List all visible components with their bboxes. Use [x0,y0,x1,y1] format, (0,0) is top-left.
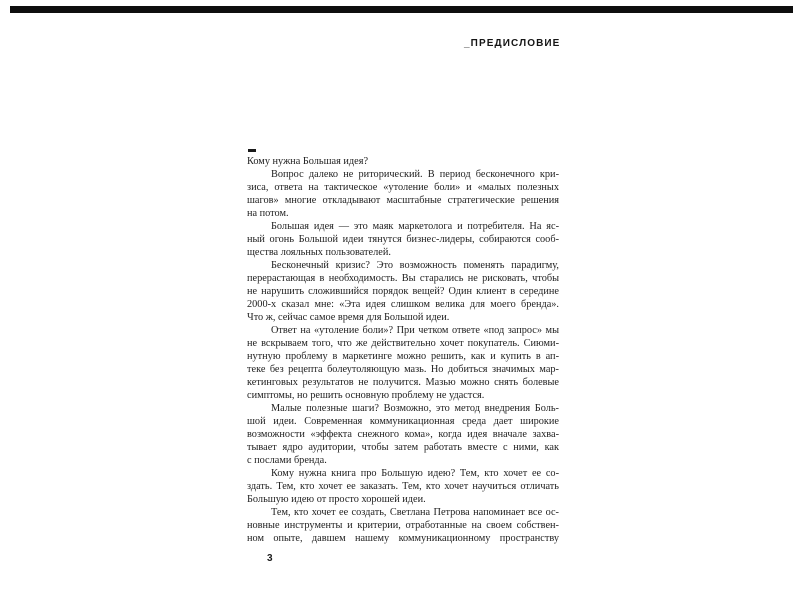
body-text-line: не вскрываем того, что же действительно хочет покупатель. Сиюми- [247,338,559,349]
text-block [247,155,559,545]
body-text-line: Что ж, сейчас самое время для Большой идеи. [247,312,450,323]
body-text-line: Большую идею от просто хорошей идеи. [247,494,426,505]
body-text-line: ный огонь Большой идеи тянутся бизнес-лидеры, собираются сооб- [247,234,559,245]
chapter-header: _ПРЕДИСЛОВИЕ [464,38,561,49]
body-text-line: кетинговых результатов не получится. Мазью можно снять болевые [247,377,559,388]
body-text-line: с послами бренда. [247,455,327,466]
body-text-line: Большая идея — это маяк маркетолога и потребителя. На яс- [271,221,559,232]
body-text-line: зиса, ответа на тактическое «утоление боли» и «малых полезных [247,182,559,193]
body-text-line: новные инструменты и критерии, отработанные на своем собствен- [247,520,559,531]
body-text-line: Кому нужна Большая идея? [247,156,369,167]
body-text-line: теке без рецепта болеутоляющую мазь. Но добиться значимых мар- [247,364,559,375]
body-text-line: Ответ на «утоление боли»? При четком ответе «под запрос» мы [271,325,559,336]
body-text-line: Тем, кто хочет ее создать, Светлана Петрова напоминает все ос- [271,507,559,518]
top-rule-bar [10,6,793,13]
body-text-line: шагов» многие откладывают масштабные стратегические решения [247,195,559,206]
page-number: 3 [267,553,273,564]
body-text-line: возможности «эффекта снежного кома», когда идея вначале захва- [247,429,559,440]
body-text-line: Бесконечный кризис? Это возможность поменять парадигму, [271,260,559,271]
body-text-line: Вопрос далеко не риторический. В период бесконечного кри- [271,169,559,180]
body-text-line: щества лояльных пользователей. [247,247,391,258]
body-text-line: на потом. [247,208,289,219]
body-text-line: тывает ядро аудитории, чтобы затем работать вместе с ними, как [247,442,559,453]
body-text-line: симптомы, но решить основную проблему не удастся. [247,390,485,401]
body-text-line: здать. Тем, кто хочет ее заказать. Тем, кто хочет научиться отличать [247,481,559,492]
section-dash-mark [248,149,256,152]
body-text-line: Кому нужна книга про Большую идею? Тем, кто хочет ее со- [271,468,559,479]
body-text-line: шой идеи. Современная коммуникационная среда дает широкие [247,416,559,427]
body-text-line: перерастающая в необходимость. Вы старались не рисковать, чтобы [247,273,559,284]
body-text-line: 2000-х сказал мне: «Эта идея слишком велика для моего бренда». [247,299,559,310]
body-text-line: ном опыте, давшем нашему коммуникационному пространству [247,533,559,544]
body-text-line: Малые полезные шаги? Возможно, это метод внедрения Боль- [271,403,559,414]
body-text-line: не нарушить сложившийся порядок вещей? Один клиент в середине [247,286,559,297]
body-text-line: нутную проблему в маркетинге можно решить, как и купить в ап- [247,351,559,362]
